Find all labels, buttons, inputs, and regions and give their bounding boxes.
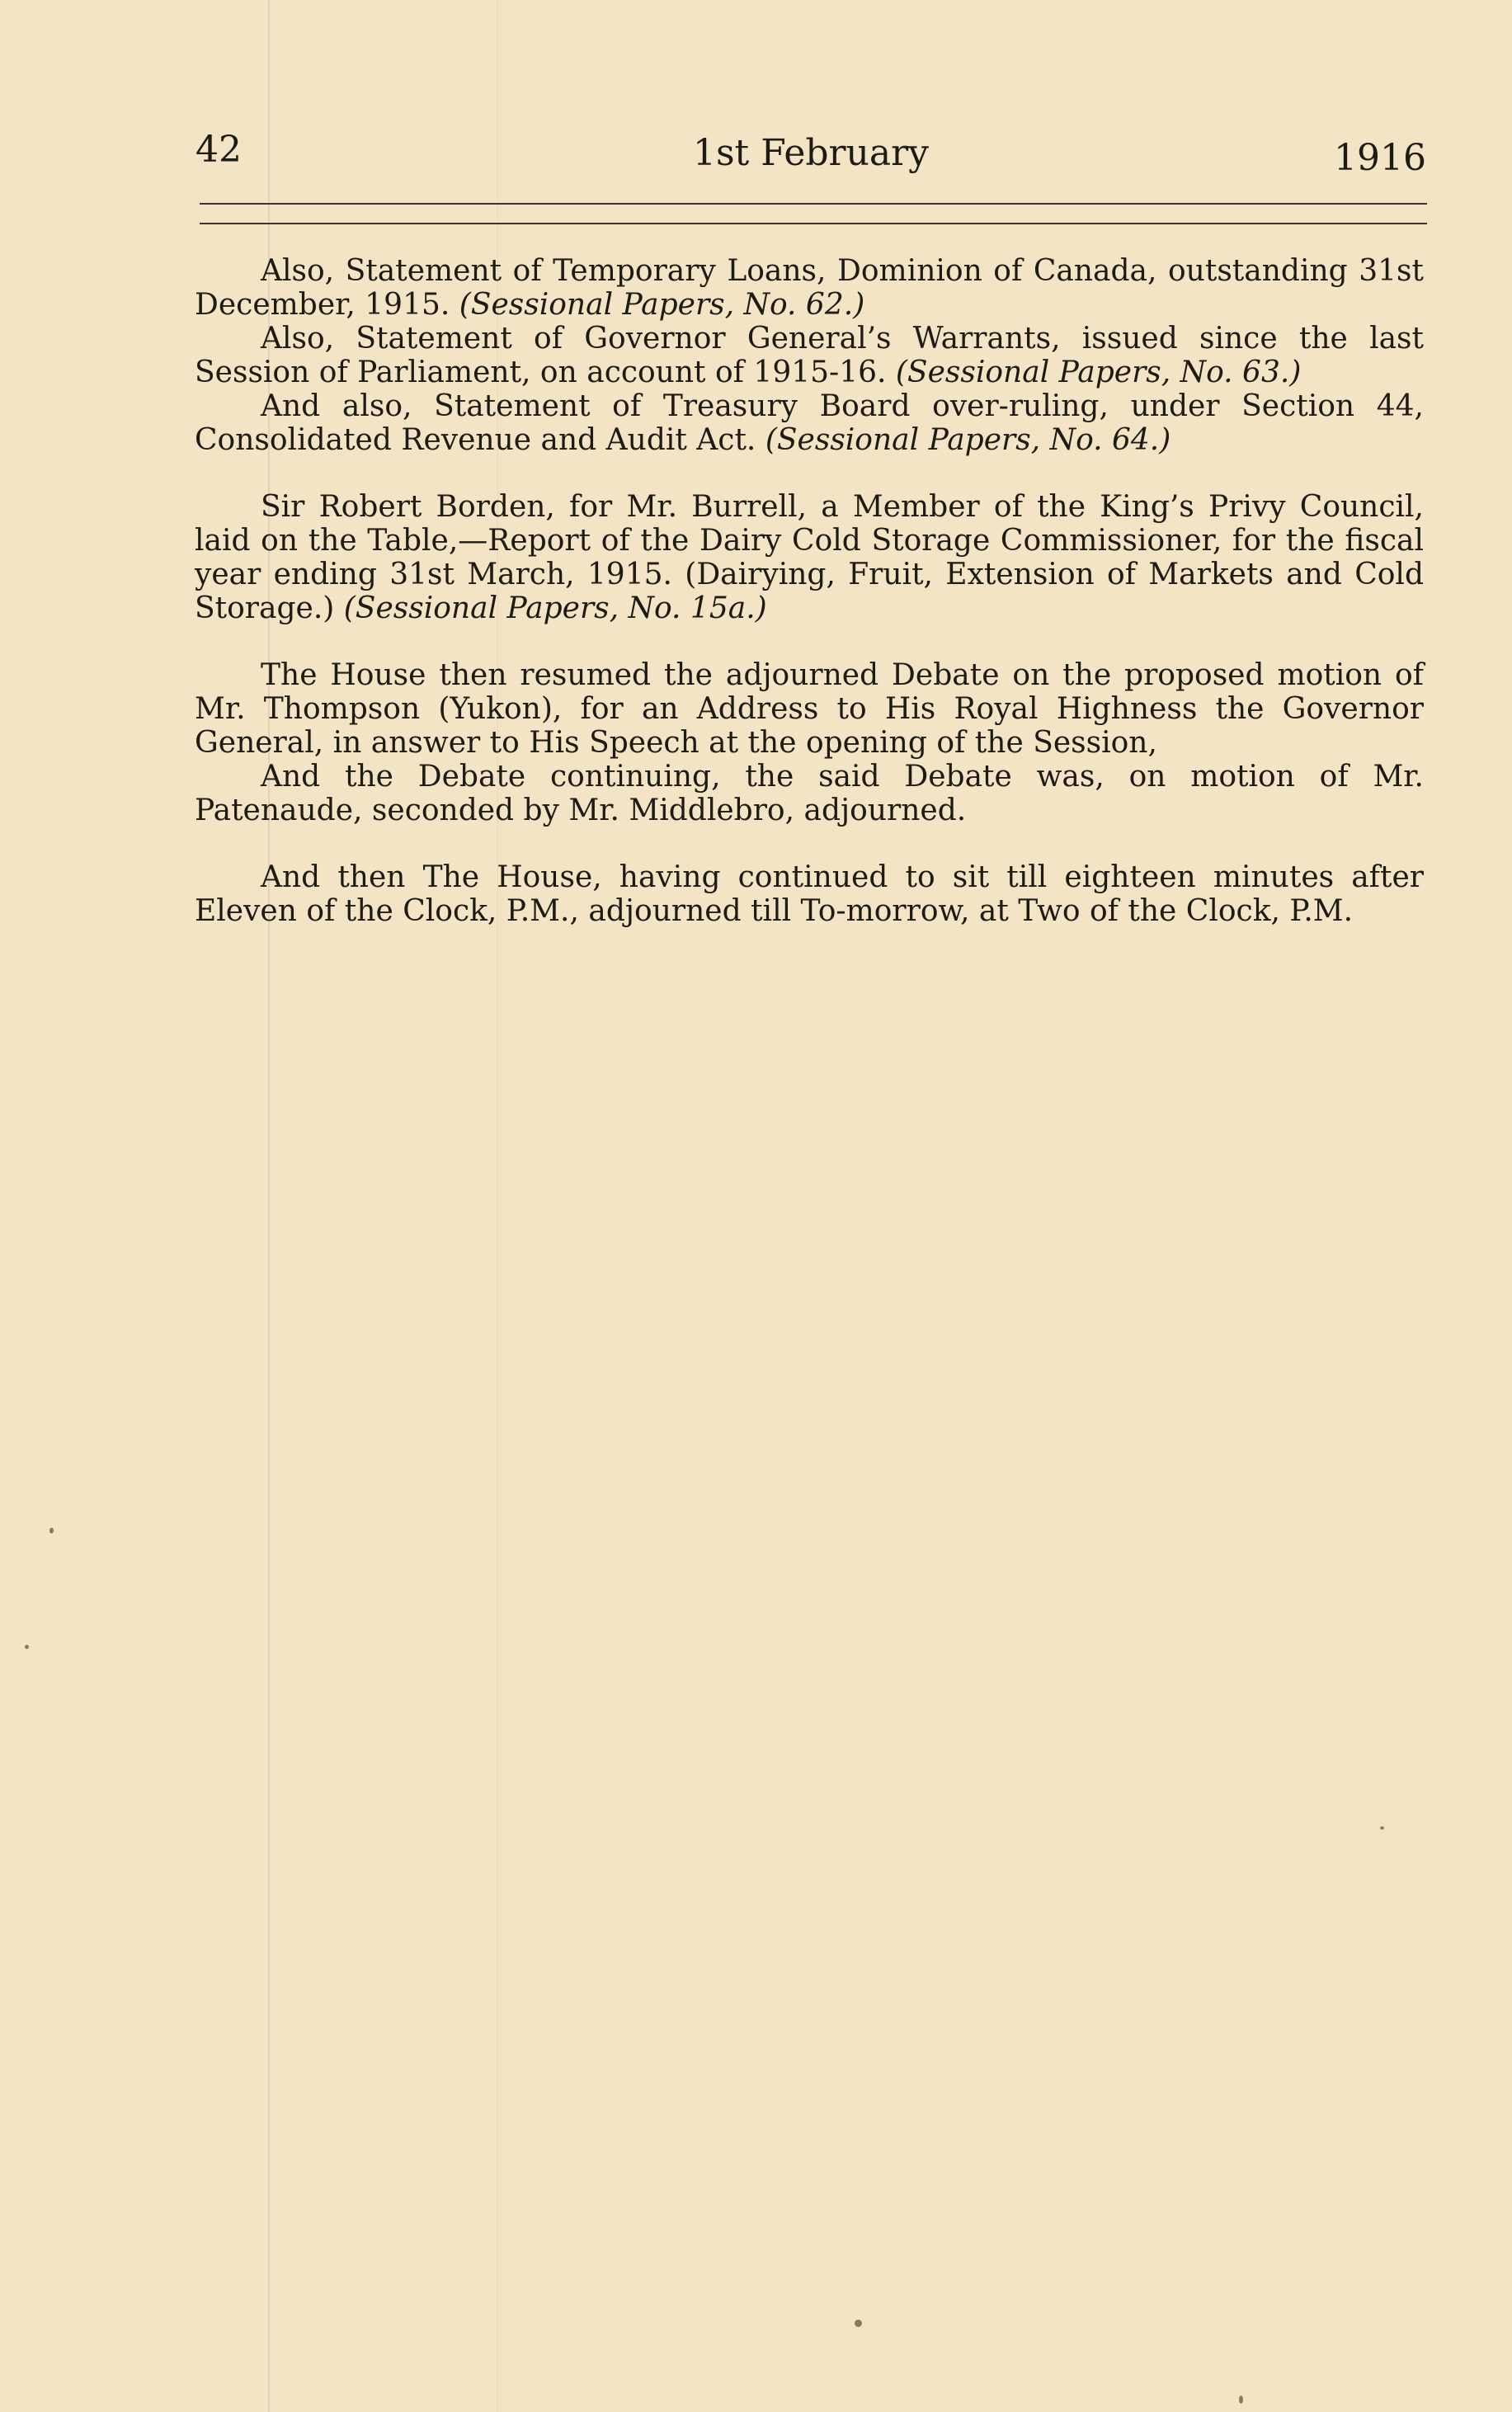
page-header [195,122,1426,179]
paragraph-debate-continuing [195,760,1424,827]
paragraph-house-adjourned [195,860,1424,928]
paragraph-warrants [195,322,1424,389]
header-rule-bottom [200,223,1427,224]
header-date: 1st February [692,132,930,174]
paper-speck [1380,1826,1384,1830]
journal-body [195,254,1424,928]
paragraph-text: Also, Statement of Governor General’s Warrants, issued since the last Session of Parliament, on account of 1915-16. [195,322,1424,389]
paragraph-temporary-loans [195,254,1424,322]
paragraph-text: And the Debate continuing, the said Debate was, on motion of Mr. Patenaude, seconded by Mr. Middlebro, adjourned. [195,760,1424,827]
sessional-paper-ref: (Sessional Papers, No. 63.) [895,356,1302,389]
page-number: 42 [195,129,242,171]
paragraph-text: The House then resumed the adjourned Debate on the proposed motion of Mr. Thompson (Yukon), for an Address to His Royal Highness the Governor General, in answer to His Speech at the opening of the Session, [195,658,1424,760]
paragraph-text: Also, Statement of Temporary Loans, Dominion of Canada, outstanding 31st December, 1915. [195,254,1424,322]
paragraph-text: Sir Robert Borden, for Mr. Burrell, a Member of the King’s Privy Council, laid on the Table,—Report of the Dairy Cold Storage Commissioner, for the fiscal year ending 31st March, 1915. (Dairying, Fruit, Extension of Markets and Cold Storage.) [195,490,1424,625]
sessional-paper-ref: (Sessional Papers, No. 62.) [459,288,865,322]
sessional-paper-ref: (Sessional Papers, No. 64.) [765,423,1171,457]
paragraph-adjourned-debate [195,658,1424,760]
paragraph-text: And then The House, having continued to sit till eighteen minutes after Eleven of the Clock, P.M., adjourned till To-morrow, at Two of the Clock, P.M. [195,860,1424,928]
paper-speck [1239,2396,1243,2404]
header-year: 1916 [1334,137,1426,179]
paper-speck [25,1645,29,1649]
paragraph-treasury-board [195,389,1424,457]
paper-speck [855,2320,862,2327]
paper-speck [49,1528,54,1533]
header-rule-top [200,203,1427,205]
paragraph-dairy-report [195,490,1424,625]
sessional-paper-ref: (Sessional Papers, No. 15a.) [343,591,767,625]
paragraph-text: And also, Statement of Treasury Board over-ruling, under Section 44, Consolidated Revenue and Audit Act. [195,389,1424,457]
